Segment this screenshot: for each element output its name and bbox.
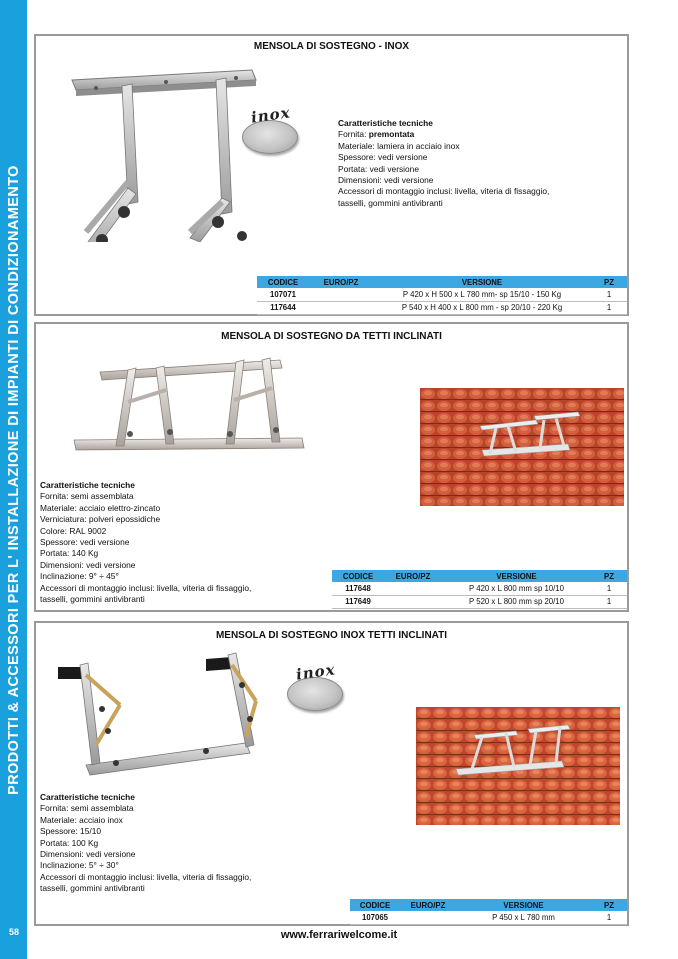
- cell-codice: 107071: [257, 288, 309, 301]
- inox-badge: [241, 103, 301, 158]
- cell-versione: P 450 x L 780 mm: [456, 911, 591, 924]
- col-versione: VERSIONE: [373, 276, 591, 288]
- spec-line: Dimensioni: vedi versione: [338, 175, 434, 186]
- page-number: 58: [8, 927, 19, 937]
- footer-website-link[interactable]: www.ferrariwelcome.it: [280, 929, 398, 941]
- table-row: [350, 911, 627, 924]
- cell-versione: P 520 x L 800 mm sp 20/10: [442, 595, 591, 608]
- table-row: [332, 582, 627, 595]
- cell-pz: 1: [591, 582, 627, 595]
- spec-line: Portata: 140 Kg: [40, 548, 99, 559]
- table-row: [332, 595, 627, 608]
- cell-pz: 1: [591, 595, 627, 608]
- cell-euro: [384, 595, 442, 608]
- cell-pz: 1: [591, 301, 627, 314]
- cell-euro: [400, 911, 456, 924]
- spec-line: Inclinazione: 9° ÷ 45°: [40, 571, 119, 582]
- col-codice: CODICE: [332, 570, 384, 582]
- cell-versione: P 420 x H 500 x L 780 mm- sp 15/10 - 150 Kg: [373, 288, 591, 301]
- cell-codice: 117649: [332, 595, 384, 608]
- spec-line: tasselli, gommini antivibranti: [40, 594, 145, 605]
- product-panel-2: [34, 322, 629, 612]
- spec-heading: Caratteristiche tecniche: [338, 118, 433, 128]
- price-table-3: [350, 899, 627, 925]
- spec-line: Spessore: vedi versione: [338, 152, 428, 163]
- inox-badge-disc: [242, 120, 298, 154]
- product-panel-1: [34, 34, 629, 316]
- spec-line: Accessori di montaggio inclusi: livella, viteria di fissaggio,: [40, 582, 252, 593]
- col-euro: EURO/PZ: [309, 276, 373, 288]
- cell-versione: P 420 x L 800 mm sp 10/10: [442, 582, 591, 595]
- spec-block-3: [40, 792, 251, 895]
- spec-line: Spessore: vedi versione: [40, 537, 130, 548]
- spec-line: Dimensioni: vedi versione: [40, 559, 136, 570]
- col-pz: PZ: [591, 276, 627, 288]
- spec-line: Accessori di montaggio inclusi: livella, viteria di fissaggio,: [40, 871, 252, 882]
- spec-line: Materiale: acciaio elettro-zincato: [40, 502, 161, 513]
- col-codice: CODICE: [257, 276, 309, 288]
- spec-line: Colore: RAL 9002: [40, 525, 107, 536]
- bracket-inox-roof-image: [56, 645, 286, 785]
- table-row: [257, 301, 627, 314]
- sidebar-band: [0, 0, 27, 959]
- spec-line: Materiale: acciaio inox: [40, 814, 123, 825]
- cell-euro: [309, 288, 373, 301]
- spec-line: Accessori di montaggio inclusi: livella, viteria di fissaggio,: [338, 186, 550, 197]
- col-pz: PZ: [591, 899, 627, 911]
- col-euro: EURO/PZ: [384, 570, 442, 582]
- inox-badge: [286, 660, 346, 715]
- spec-block-1: [338, 118, 549, 209]
- spec-line: Portata: 100 Kg: [40, 837, 99, 848]
- product-panel-3: [34, 621, 629, 926]
- roof-photo: [416, 707, 620, 825]
- spec-line: Spessore: 15/10: [40, 826, 102, 837]
- roof-photo: [420, 388, 624, 506]
- cell-codice: 117648: [332, 582, 384, 595]
- sidebar-title: PRODOTTI & ACCESSORI PER L' INSTALLAZIONE DI IMPIANTI DI CONDIZIONAMENTO: [6, 165, 22, 795]
- cell-euro: [384, 582, 442, 595]
- cell-pz: 1: [591, 288, 627, 301]
- product-title-3: MENSOLA DI SOSTEGNO INOX TETTI INCLINATI: [215, 630, 448, 641]
- spec-line: tasselli, gommini antivibranti: [338, 197, 443, 208]
- price-table-2: [332, 570, 627, 609]
- cell-pz: 1: [591, 911, 627, 924]
- cell-versione: P 540 x H 400 x L 800 mm - sp 20/10 - 220 Kg: [373, 301, 591, 314]
- spec-line: Verniciatura: polveri epossidiche: [40, 514, 161, 525]
- col-pz: PZ: [591, 570, 627, 582]
- price-table-1: [257, 276, 627, 315]
- cell-codice: 107065: [350, 911, 400, 924]
- col-codice: CODICE: [350, 899, 400, 911]
- table-row: [257, 288, 627, 301]
- col-euro: EURO/PZ: [400, 899, 456, 911]
- spec-line: Fornita: semi assemblata: [40, 491, 134, 502]
- spec-line: Dimensioni: vedi versione: [40, 849, 136, 860]
- col-versione: VERSIONE: [442, 570, 591, 582]
- cell-codice: 117644: [257, 301, 309, 314]
- spec-block-2: [40, 480, 251, 605]
- inox-badge-disc: [287, 677, 343, 711]
- spec-line: tasselli, gommini antivibranti: [40, 883, 145, 894]
- cell-euro: [309, 301, 373, 314]
- bracket-roof-image: [66, 342, 306, 462]
- spec-line: Materiale: lamiera in acciaio inox: [338, 140, 460, 151]
- spec-heading: Caratteristiche tecniche: [40, 792, 135, 802]
- product-title-2: MENSOLA DI SOSTEGNO DA TETTI INCLINATI: [221, 331, 442, 342]
- spec-line: Inclinazione: 5° ÷ 30°: [40, 860, 119, 871]
- spec-line: Portata: vedi versione: [338, 163, 420, 174]
- inox-badge-label: inox: [294, 660, 337, 684]
- spec-heading: Caratteristiche tecniche: [40, 480, 135, 490]
- spec-line: Fornita: semi assemblata: [40, 803, 134, 814]
- spec-line: Fornita: premontata: [338, 129, 415, 140]
- product-title-1: MENSOLA DI SOSTEGNO - INOX: [253, 41, 410, 52]
- col-versione: VERSIONE: [456, 899, 591, 911]
- inox-badge-label: inox: [249, 103, 292, 127]
- bracket-inox-image: [66, 62, 266, 242]
